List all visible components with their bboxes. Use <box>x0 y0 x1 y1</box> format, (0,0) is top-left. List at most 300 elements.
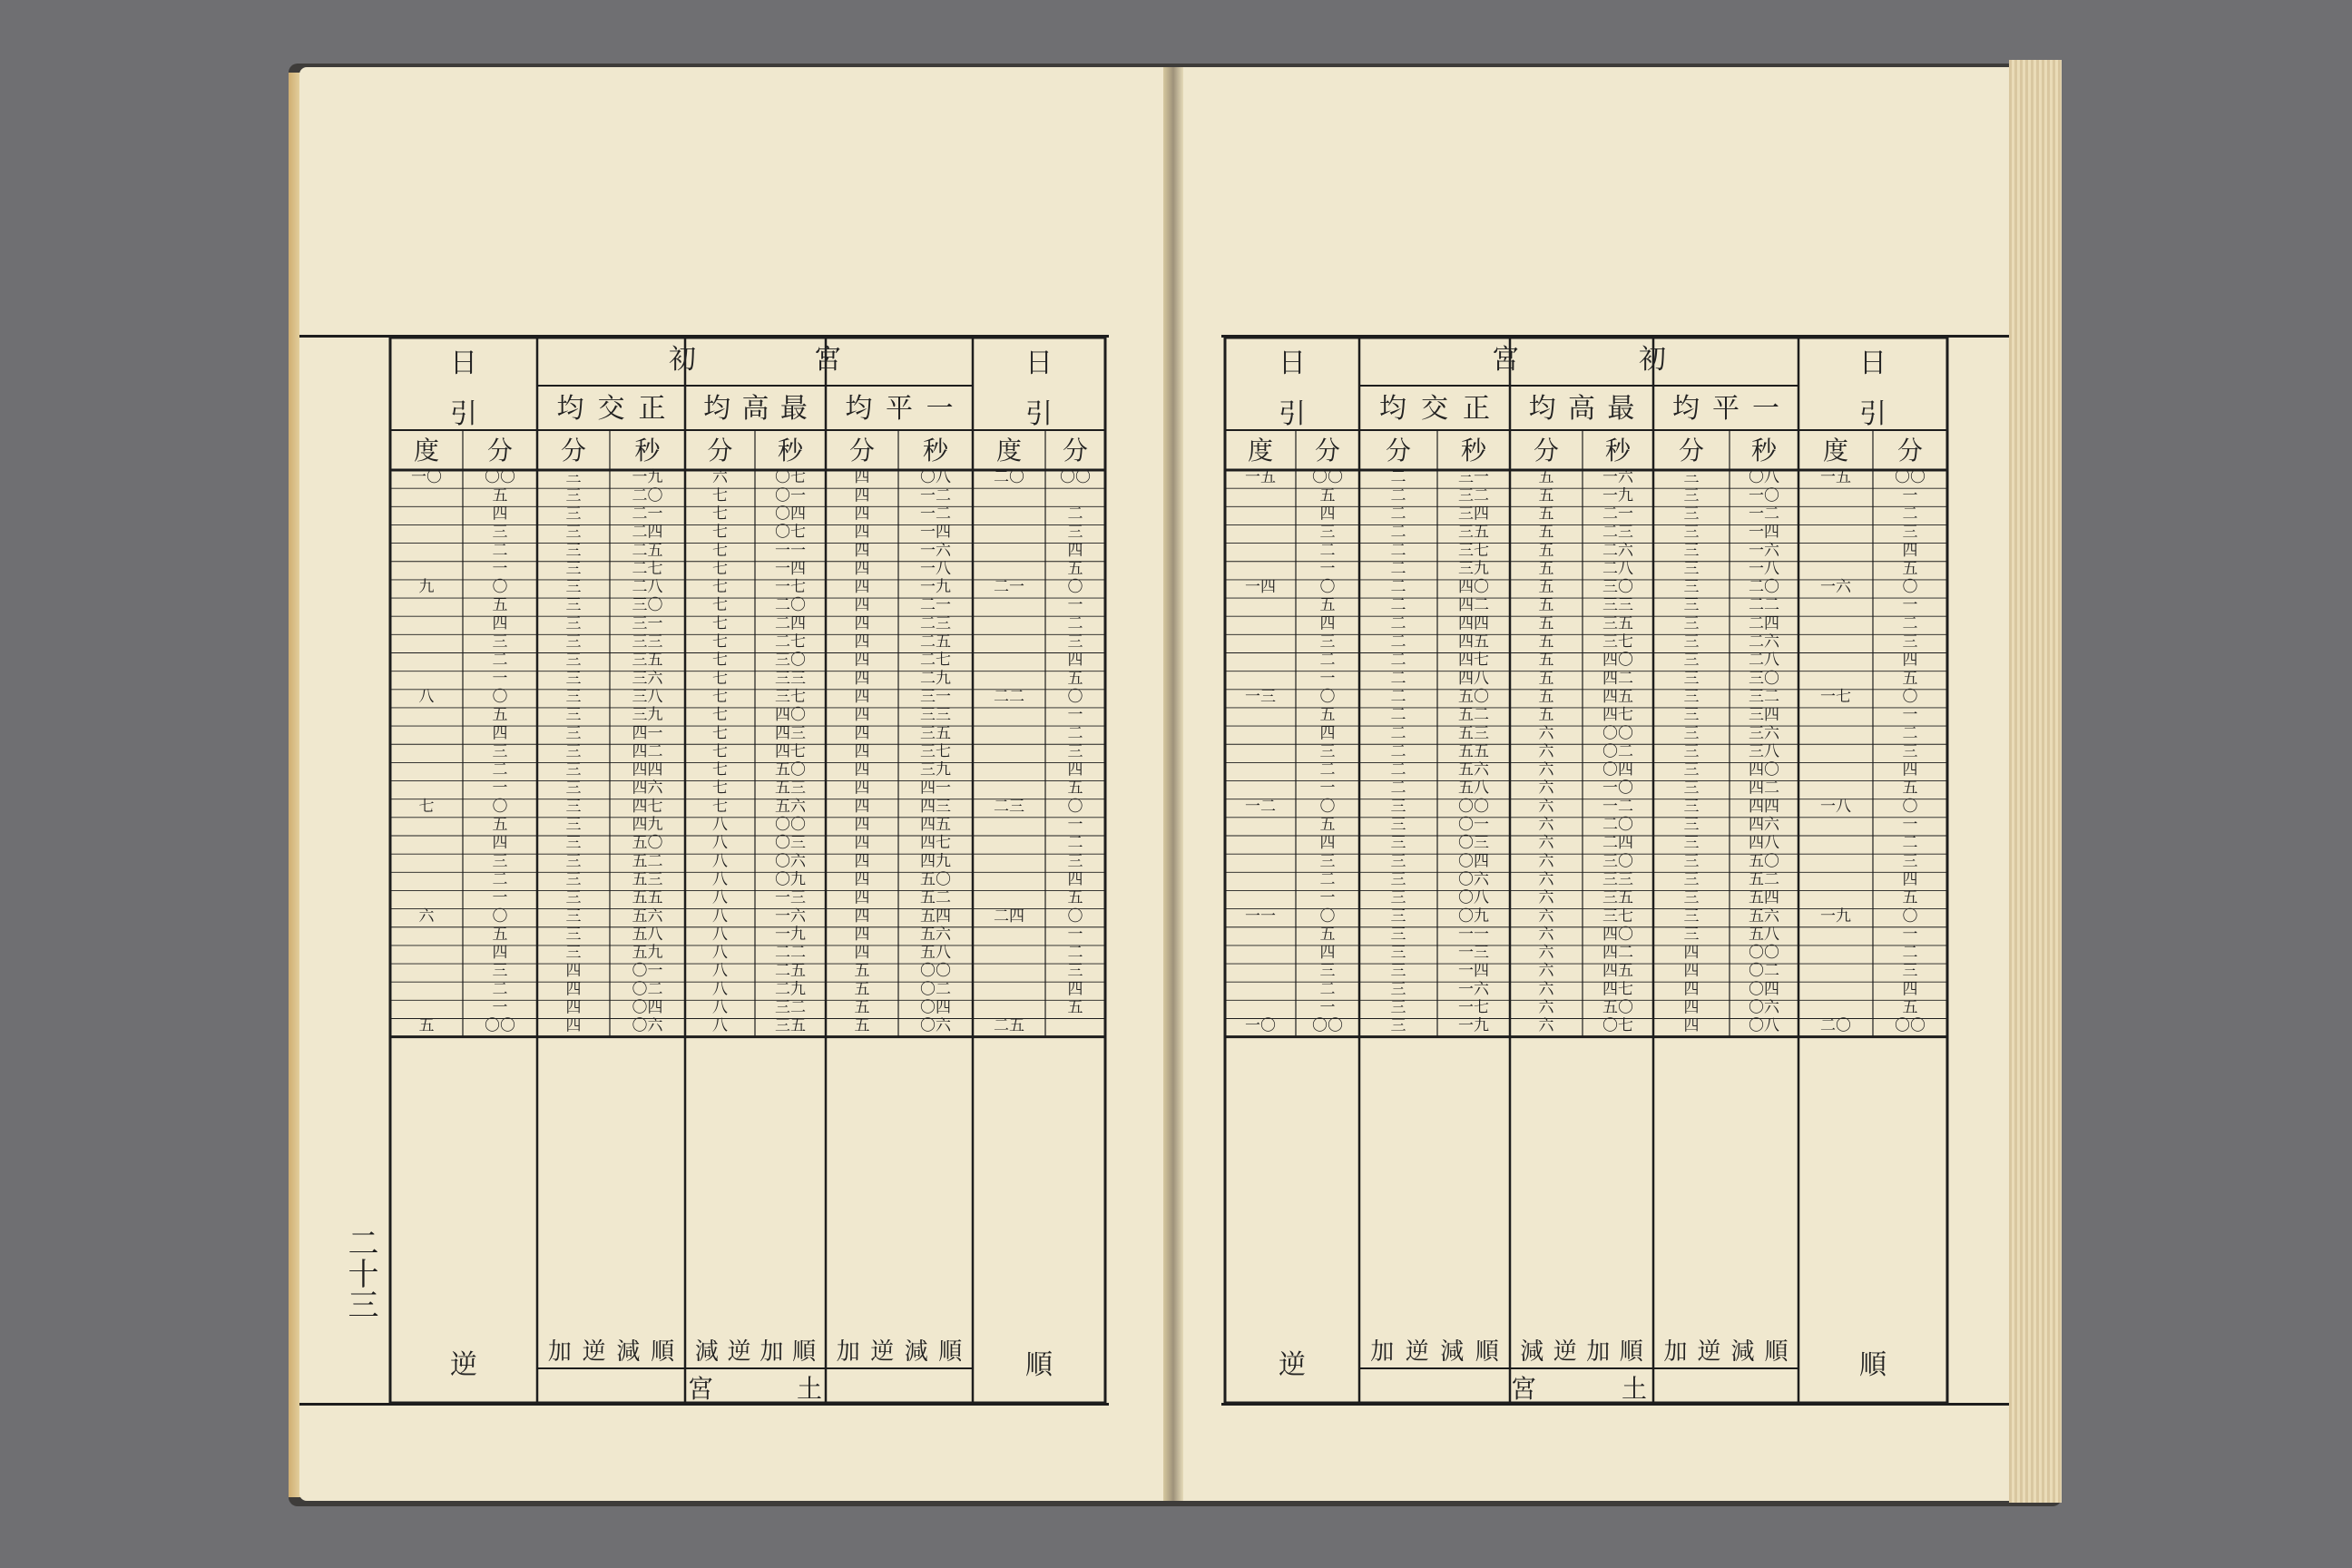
left-cell: 四 <box>854 906 870 926</box>
right-cell: 二六 <box>1749 632 1779 652</box>
left-footer-group: 減 <box>694 1338 719 1366</box>
right-cell: 五三 <box>1458 724 1489 743</box>
right-cell: 三 <box>1683 724 1700 743</box>
left-cell: 三二 <box>775 998 806 1017</box>
right-cell: 〇八 <box>1458 888 1489 907</box>
right-cell: 三 <box>1683 559 1700 578</box>
left-cell: 二四 <box>775 614 806 633</box>
right-cell: 二 <box>1390 505 1406 524</box>
right-cell: 二〇 <box>1602 816 1633 834</box>
left-cell: 四 <box>565 962 582 981</box>
right-cell: 二八 <box>1602 559 1633 578</box>
left-cell: 三 <box>565 687 582 706</box>
left-cell: 四三 <box>775 724 806 743</box>
right-header-unit: 度 <box>1822 436 1849 466</box>
left-cell: 二一 <box>632 505 663 524</box>
right-cell: 五八 <box>1749 925 1779 944</box>
left-cell: 三 <box>565 614 582 633</box>
left-header-unit: 分 <box>486 436 514 466</box>
left-cell: 一九 <box>920 578 951 597</box>
left-cell: 二 <box>492 870 508 889</box>
left-cell: 四 <box>854 559 870 578</box>
right-cell: 〇 <box>1902 687 1918 706</box>
right-cell: 一六 <box>1820 578 1851 597</box>
right-cell: 三 <box>1683 888 1700 907</box>
left-cell: 二一 <box>994 578 1024 597</box>
right-cell: 二 <box>1390 742 1406 761</box>
right-cell: 三 <box>1390 962 1406 981</box>
left-cell: 八 <box>712 834 728 853</box>
right-cell: 三三 <box>1602 870 1633 889</box>
left-cell: 〇一 <box>632 962 663 981</box>
left-cell: 〇 <box>1067 797 1083 816</box>
right-cell: 三 <box>1390 870 1406 889</box>
right-header-unit: 分 <box>1896 436 1924 466</box>
left-footer-label: 順 <box>1025 1349 1053 1381</box>
right-cell: 〇〇 <box>1749 944 1779 963</box>
left-cell: 四 <box>854 888 870 907</box>
right-cell: 五 <box>1538 651 1554 670</box>
left-cell: 三 <box>1067 962 1083 981</box>
left-cell: 三 <box>565 486 582 505</box>
left-cell: 三 <box>565 852 582 871</box>
left-cell: 二 <box>1067 834 1083 853</box>
left-cell: 七 <box>712 578 728 597</box>
left-cell: 二〇 <box>632 486 663 505</box>
left-cell: 二九 <box>775 980 806 999</box>
left-cell: 四 <box>565 1016 582 1035</box>
right-cell: 二八 <box>1749 651 1779 670</box>
right-cell: 三 <box>1683 779 1700 798</box>
left-cell: 九 <box>418 578 435 597</box>
right-cell: 三 <box>1683 632 1700 652</box>
right-cell: 二 <box>1390 632 1406 652</box>
left-cell: 二〇 <box>994 468 1024 487</box>
left-header-group: 均 <box>703 393 731 425</box>
left-cell: 五 <box>492 816 508 834</box>
right-cell: 三 <box>1683 906 1700 926</box>
right-cell: 〇〇 <box>1312 1016 1343 1035</box>
left-cell: 一一 <box>775 541 806 560</box>
left-cell: 〇〇 <box>485 468 515 487</box>
left-cell: 一 <box>492 559 508 578</box>
left-cell: 四 <box>492 505 508 524</box>
right-cell: 四 <box>1683 980 1700 999</box>
right-cell: 一三 <box>1245 687 1276 706</box>
left-header-yinri-right: 日 <box>1025 348 1053 379</box>
right-cell: 一六 <box>1749 541 1779 560</box>
left-cell: 七 <box>712 559 728 578</box>
left-cell: 一九 <box>632 468 663 487</box>
right-cell: 〇 <box>1319 797 1336 816</box>
right-cell: 六 <box>1538 1016 1554 1035</box>
right-cell: 三 <box>1319 962 1336 981</box>
left-cell: 三五 <box>920 724 951 743</box>
left-cell: 三 <box>1067 632 1083 652</box>
right-cell: 四 <box>1902 541 1918 560</box>
right-cell: 三七 <box>1602 632 1633 652</box>
right-cell: 二 <box>1390 559 1406 578</box>
right-cell: 三 <box>1390 944 1406 963</box>
left-cell: 五 <box>418 1016 435 1035</box>
right-cell: 五 <box>1319 596 1336 615</box>
left-cell: 〇六 <box>632 1016 663 1035</box>
left-cell: 三 <box>492 852 508 871</box>
right-cell: 六 <box>1538 760 1554 779</box>
right-cell: 四 <box>1683 962 1700 981</box>
left-cell: 八 <box>712 925 728 944</box>
left-cell: 二五 <box>775 962 806 981</box>
left-header-group: 高 <box>741 393 769 425</box>
left-cell: 七 <box>712 523 728 542</box>
left-cell: 四 <box>854 742 870 761</box>
left-cell: 二二 <box>994 687 1024 706</box>
left-cell: 四 <box>854 925 870 944</box>
left-cell: 三〇 <box>632 596 663 615</box>
left-cell: 五四 <box>920 906 951 926</box>
right-cell: 四八 <box>1458 669 1489 688</box>
right-cell: 二〇 <box>1820 1016 1851 1035</box>
right-cell: 二 <box>1390 596 1406 615</box>
left-cell: 三 <box>565 870 582 889</box>
right-cell: 三 <box>1390 980 1406 999</box>
right-cell: 〇八 <box>1749 1016 1779 1035</box>
right-cell: 一六 <box>1458 980 1489 999</box>
left-cell: 五〇 <box>920 870 951 889</box>
right-cell: 二 <box>1390 468 1406 487</box>
left-cell: 四 <box>492 834 508 853</box>
right-cell: 五 <box>1538 578 1554 597</box>
right-cell: 〇二 <box>1749 962 1779 981</box>
right-cell: 四七 <box>1458 651 1489 670</box>
right-cell: 六 <box>1538 998 1554 1017</box>
left-cell: 七 <box>712 742 728 761</box>
right-footer-group: 順 <box>1764 1338 1788 1366</box>
right-cell: 一一 <box>1458 925 1489 944</box>
right-cell: 二 <box>1390 706 1406 725</box>
left-cell: 〇四 <box>920 998 951 1017</box>
left-cell: 二 <box>1067 724 1083 743</box>
right-header-unit: 分 <box>1533 436 1560 466</box>
right-cell: 三三 <box>1602 596 1633 615</box>
right-cell: 三 <box>1683 816 1700 834</box>
left-cell: 六 <box>418 906 435 926</box>
left-cell: 三 <box>492 742 508 761</box>
right-cell: 二三 <box>1602 523 1633 542</box>
left-cell: 四 <box>1067 541 1083 560</box>
left-cell: 四五 <box>920 816 951 834</box>
right-cell: 二 <box>1902 944 1918 963</box>
left-cell: 二七 <box>920 651 951 670</box>
left-cell: 七 <box>712 596 728 615</box>
left-cell: 四 <box>854 468 870 487</box>
right-cell: 五 <box>1538 486 1554 505</box>
right-footer-group: 順 <box>1619 1338 1643 1366</box>
right-cell: 三五 <box>1602 888 1633 907</box>
right-cell: 三 <box>1683 651 1700 670</box>
left-cell: 三 <box>492 962 508 981</box>
right-cell: 二 <box>1902 505 1918 524</box>
right-header-group: 最 <box>1607 393 1635 425</box>
left-cell: 四 <box>854 834 870 853</box>
right-cell: 四七 <box>1602 980 1633 999</box>
right-header-group: 交 <box>1421 393 1448 425</box>
right-cell: 三一 <box>1458 468 1489 487</box>
left-cell: 一 <box>492 779 508 798</box>
right-cell: 一九 <box>1602 486 1633 505</box>
right-cell: 一 <box>1902 706 1918 725</box>
right-cell: 三 <box>1683 870 1700 889</box>
right-cell: 〇 <box>1319 578 1336 597</box>
left-cell: 三 <box>565 742 582 761</box>
left-cell: 四 <box>854 486 870 505</box>
right-cell: 三 <box>1390 852 1406 871</box>
right-footer-group: 減 <box>1520 1338 1544 1366</box>
left-cell: 二 <box>1067 944 1083 963</box>
left-cell: 四 <box>854 632 870 652</box>
left-cell: 三 <box>565 724 582 743</box>
right-cell: 一四 <box>1749 523 1779 542</box>
left-cell: 五二 <box>632 852 663 871</box>
left-cell: 一 <box>492 888 508 907</box>
left-cell: 四 <box>492 944 508 963</box>
left-cell: 〇六 <box>920 1016 951 1035</box>
left-cell: 五 <box>1067 779 1083 798</box>
right-cell: 三二 <box>1749 687 1779 706</box>
right-footer-group: 減 <box>1440 1338 1465 1366</box>
left-cell: 四 <box>854 687 870 706</box>
left-header-group: 交 <box>597 393 625 425</box>
right-cell: 三 <box>1390 797 1406 816</box>
left-cell: 三〇 <box>775 651 806 670</box>
left-cell: 五 <box>854 998 870 1017</box>
right-header-yinri: 引 <box>1279 398 1306 430</box>
right-header-group: 均 <box>1379 393 1406 425</box>
left-cell: 五八 <box>920 944 951 963</box>
left-cell: 三 <box>492 523 508 542</box>
right-cell: 一 <box>1319 559 1336 578</box>
right-cell: 五 <box>1319 816 1336 834</box>
right-cell: 〇 <box>1902 797 1918 816</box>
right-cell: 三 <box>1390 834 1406 853</box>
right-cell: 六 <box>1538 797 1554 816</box>
right-cell: 一〇 <box>1602 779 1633 798</box>
left-cell: 三三 <box>632 632 663 652</box>
right-cell: 四〇 <box>1602 651 1633 670</box>
right-cell: 三 <box>1319 852 1336 871</box>
right-cell: 一 <box>1319 888 1336 907</box>
left-cell: 八 <box>712 998 728 1017</box>
left-cell: 二三 <box>994 797 1024 816</box>
left-header-unit: 度 <box>995 436 1023 466</box>
left-footer-palace: 土 <box>796 1374 823 1404</box>
left-cell: 二四 <box>632 523 663 542</box>
left-cell: 三 <box>565 779 582 798</box>
left-cell: 〇〇 <box>1060 468 1091 487</box>
left-cell: 三 <box>492 632 508 652</box>
left-cell: 四二 <box>632 742 663 761</box>
right-cell: 四七 <box>1602 706 1633 725</box>
right-cell: 三 <box>1902 962 1918 981</box>
right-cell: 四二 <box>1749 779 1779 798</box>
left-cell: 七 <box>712 706 728 725</box>
right-cell: 〇七 <box>1602 1016 1633 1035</box>
right-cell: 一九 <box>1820 906 1851 926</box>
right-cell: 一四 <box>1458 962 1489 981</box>
right-footer-group: 逆 <box>1697 1338 1721 1366</box>
left-cell: 〇二 <box>632 980 663 999</box>
left-cell: 一 <box>1067 706 1083 725</box>
left-cell: 三三 <box>775 669 806 688</box>
left-cell: 七 <box>712 724 728 743</box>
right-cell: 〇三 <box>1458 834 1489 853</box>
right-cell: 三五 <box>1458 523 1489 542</box>
right-cell: 五 <box>1538 523 1554 542</box>
left-cell: 〇 <box>1067 687 1083 706</box>
left-cell: 七 <box>712 797 728 816</box>
right-cell: 六 <box>1538 724 1554 743</box>
left-cell: 三 <box>565 669 582 688</box>
left-cell: 一六 <box>920 541 951 560</box>
left-footer-group: 逆 <box>727 1338 751 1366</box>
left-cell: 三七 <box>920 742 951 761</box>
left-header-palace: 宮 <box>814 344 841 376</box>
left-cell: 〇八 <box>920 468 951 487</box>
right-header-group: 一 <box>1752 393 1779 425</box>
left-cell: 五 <box>854 962 870 981</box>
right-header-unit: 秒 <box>1750 436 1778 466</box>
left-cell: 三 <box>565 944 582 963</box>
left-cell: 七 <box>418 797 435 816</box>
right-cell: 三 <box>1902 742 1918 761</box>
left-cell: 七 <box>712 505 728 524</box>
left-footer-group: 加 <box>547 1338 572 1366</box>
right-cell: 五 <box>1538 706 1554 725</box>
right-cell: 四 <box>1319 614 1336 633</box>
right-cell: 二 <box>1390 779 1406 798</box>
right-cell: 二 <box>1390 486 1406 505</box>
left-cell: 〇〇 <box>920 962 951 981</box>
left-header-yinri: 日 <box>450 348 477 379</box>
right-cell: 五二 <box>1458 706 1489 725</box>
left-cell: 四 <box>854 614 870 633</box>
left-footer-group: 加 <box>760 1338 784 1366</box>
left-cell: 五五 <box>632 888 663 907</box>
right-cell: 三 <box>1683 468 1700 487</box>
right-cell: 三 <box>1683 596 1700 615</box>
right-cell: 一一 <box>1245 906 1276 926</box>
right-cell: 二 <box>1902 834 1918 853</box>
right-cell: 三 <box>1683 742 1700 761</box>
right-cell: 三 <box>1902 523 1918 542</box>
right-header-palace: 宮 <box>1492 344 1519 376</box>
left-cell: 二五 <box>994 1016 1024 1035</box>
left-cell: 二八 <box>632 578 663 597</box>
right-cell: 五 <box>1538 669 1554 688</box>
left-footer-group: 減 <box>616 1338 641 1366</box>
right-cell: 四八 <box>1749 834 1779 853</box>
right-cell: 四五 <box>1602 962 1633 981</box>
right-cell: 一〇 <box>1245 1016 1276 1035</box>
right-cell: 三 <box>1683 486 1700 505</box>
left-cell: 五八 <box>632 925 663 944</box>
left-cell: 八 <box>712 816 728 834</box>
right-header-palace: 初 <box>1639 344 1666 376</box>
right-header-unit: 分 <box>1314 436 1341 466</box>
left-cell: 〇 <box>492 578 508 597</box>
left-cell: 五 <box>492 596 508 615</box>
left-cell: 五 <box>1067 559 1083 578</box>
left-header-unit: 分 <box>848 436 876 466</box>
right-header-yinri-right: 日 <box>1859 348 1886 379</box>
right-cell: 五 <box>1538 541 1554 560</box>
left-footer-group: 逆 <box>870 1338 895 1366</box>
right-cell: 一〇 <box>1749 486 1779 505</box>
left-cell: 〇 <box>1067 906 1083 926</box>
left-footer-group: 順 <box>938 1338 963 1366</box>
right-cell: 三 <box>1683 505 1700 524</box>
right-cell: 〇〇 <box>1312 468 1343 487</box>
left-cell: 三三 <box>920 706 951 725</box>
right-cell: 一 <box>1902 816 1918 834</box>
left-cell: 四六 <box>632 779 663 798</box>
right-footer-group: 加 <box>1586 1338 1611 1366</box>
right-cell: 三 <box>1683 523 1700 542</box>
left-cell: 七 <box>712 760 728 779</box>
left-cell: 五 <box>1067 998 1083 1017</box>
left-cell: 〇六 <box>775 852 806 871</box>
right-cell: 三 <box>1390 998 1406 1017</box>
left-cell: 五〇 <box>775 760 806 779</box>
right-cell: 四四 <box>1749 797 1779 816</box>
right-cell: 三 <box>1319 523 1336 542</box>
left-cell: 三 <box>1067 523 1083 542</box>
right-cell: 一二 <box>1602 797 1633 816</box>
right-cell: 〇九 <box>1458 906 1489 926</box>
left-header-group: 均 <box>556 393 584 425</box>
left-footer-group: 逆 <box>582 1338 606 1366</box>
right-cell: 四 <box>1683 998 1700 1017</box>
left-cell: 五 <box>1067 888 1083 907</box>
left-cell: 四 <box>1067 980 1083 999</box>
right-cell: 〇 <box>1319 687 1336 706</box>
right-cell: 三〇 <box>1602 852 1633 871</box>
right-header-unit: 秒 <box>1460 436 1487 466</box>
left-cell: 三 <box>565 888 582 907</box>
left-cell: 四 <box>854 816 870 834</box>
left-cell: 〇 <box>492 797 508 816</box>
left-cell: 四七 <box>920 834 951 853</box>
right-cell: 四二 <box>1602 944 1633 963</box>
right-cell: 二 <box>1902 614 1918 633</box>
left-cell: 四 <box>492 724 508 743</box>
right-cell: 五二 <box>1749 870 1779 889</box>
left-cell: 二五 <box>920 632 951 652</box>
right-header-yinri: 日 <box>1279 348 1306 379</box>
left-cell: 八 <box>712 962 728 981</box>
right-footer-group: 加 <box>1370 1338 1395 1366</box>
right-cell: 三 <box>1683 797 1700 816</box>
left-header-yinri: 引 <box>450 398 477 430</box>
left-cell: 五 <box>854 1016 870 1035</box>
right-cell: 三 <box>1683 706 1700 725</box>
right-cell: 二 <box>1390 760 1406 779</box>
right-cell: 五 <box>1319 706 1336 725</box>
left-header-unit: 度 <box>413 436 440 466</box>
right-cell: 四 <box>1683 1016 1700 1035</box>
right-cell: 〇四 <box>1458 852 1489 871</box>
right-cell: 一二 <box>1245 797 1276 816</box>
